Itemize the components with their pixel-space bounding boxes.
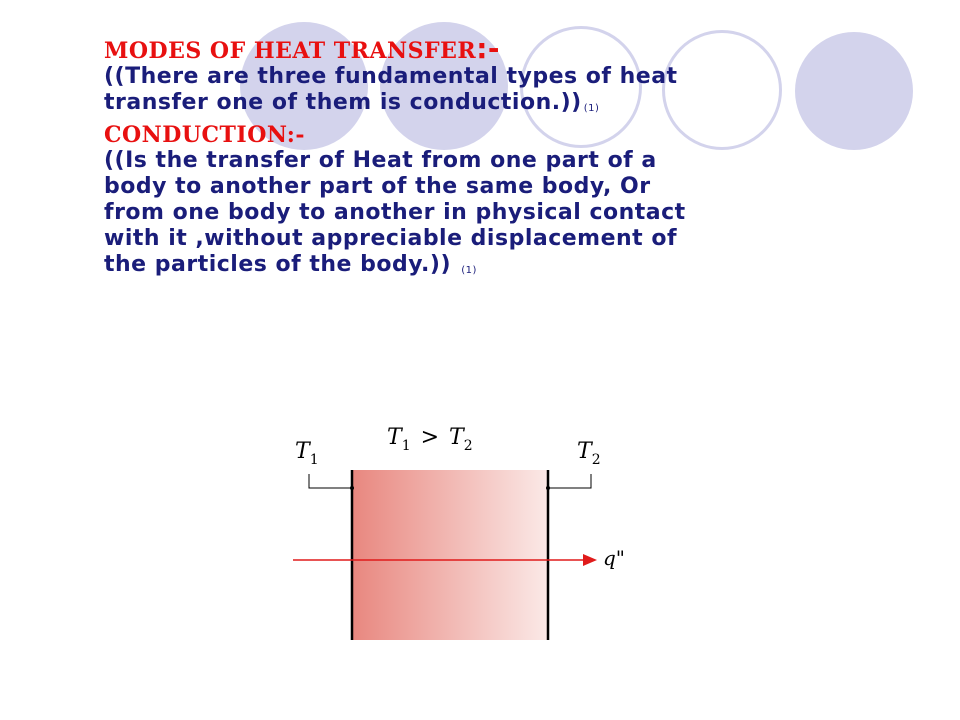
t1-leader-line [309, 474, 352, 488]
temperature-relation: $T_1 > T_2$ [387, 425, 473, 454]
heat-flux-arrowhead [583, 554, 597, 566]
t1-label: $T_1$ [295, 439, 319, 468]
definition-text: ((Is the transfer of Heat from one part of a body to another part of the same body, Or from one body to another in physical contact with it ,without appreciable displacement of the particles of the body.)) [104, 148, 686, 277]
conducting-wall [352, 470, 548, 640]
intro-reference: (1) [583, 103, 600, 114]
t2-label: $T_2$ [577, 439, 601, 468]
definition-paragraph [104, 148, 714, 284]
conduction-diagram-svg [285, 418, 635, 648]
conduction-subheading [104, 122, 714, 148]
slide-text-block [104, 32, 714, 284]
heat-flux-label: q" [603, 546, 626, 570]
intro-paragraph [104, 64, 714, 122]
slide-title-separator: :- [476, 32, 501, 65]
slide-title [104, 32, 714, 65]
intro-text: ((There are three fundamental types of heat transfer one of them is conduction.)) [104, 64, 678, 115]
t2-leader-line [548, 474, 591, 488]
slide-title-text: MODES OF HEAT TRANSFER [104, 38, 477, 64]
conduction-subheading-text: CONDUCTION:- [104, 122, 305, 148]
decorative-circle [795, 32, 913, 150]
conduction-diagram [285, 418, 635, 648]
definition-reference: (1) [461, 265, 477, 276]
